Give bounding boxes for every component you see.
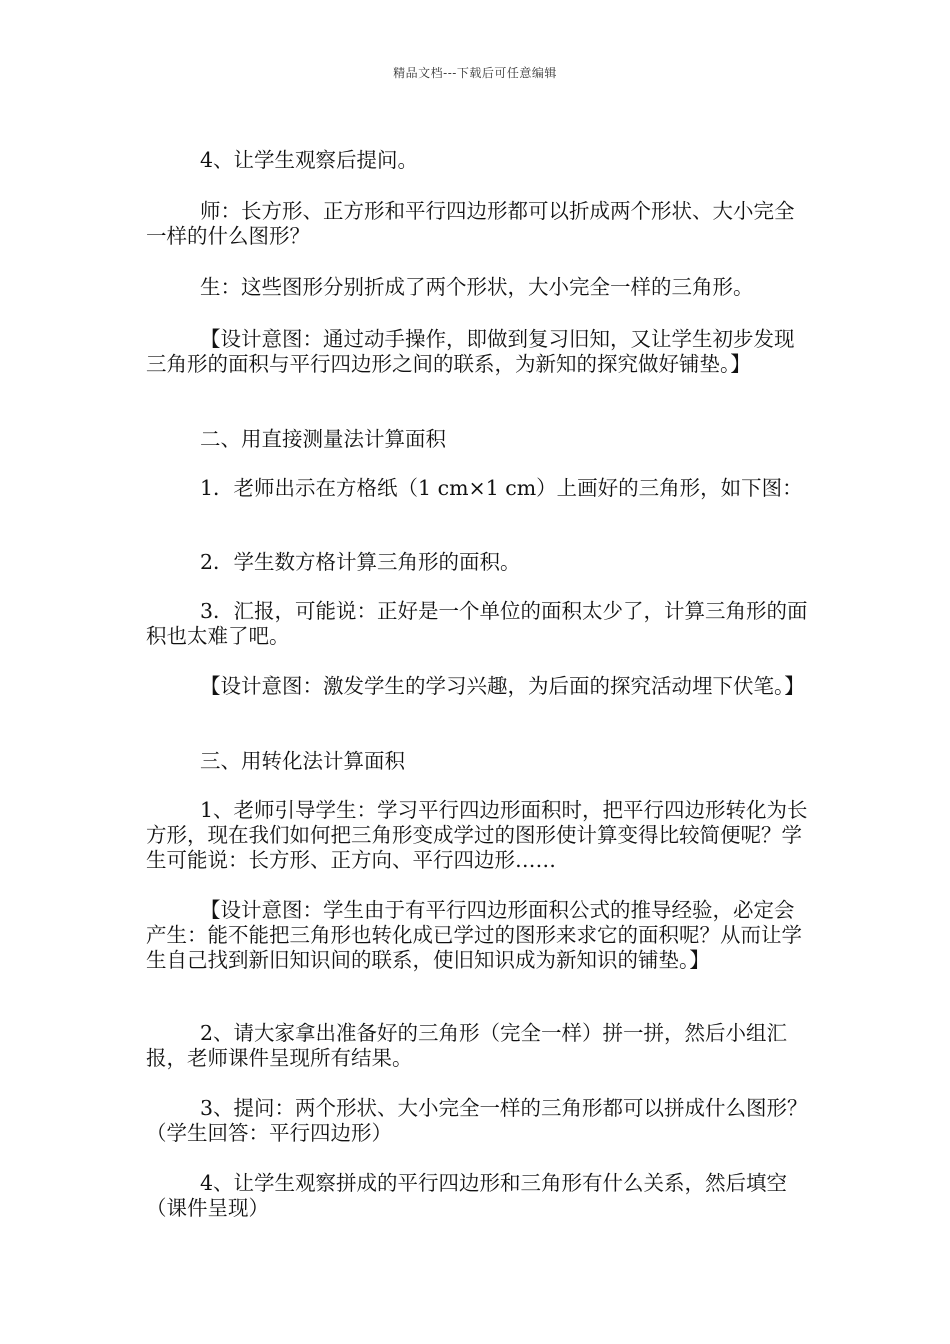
- paragraph-observe-question: 4、让学生观察后提问。: [200, 148, 419, 172]
- paragraph-group-activity: 2、请大家拿出准备好的三角形（完全一样）拼一拼，然后小组汇报，老师课件呈现所有结果。: [146, 1021, 788, 1070]
- section-heading-3: 三、用转化法计算面积: [200, 749, 405, 773]
- paragraph-teacher-guide: 1、老师引导学生：学习平行四边形面积时，把平行四边形转化为长方形，现在我们如何把三角形变成学过的图形使计算变得比较简便呢？学生可能说：长方形、正方向、平行四边形……: [146, 798, 808, 872]
- section-heading-2: 二、用直接测量法计算面积: [200, 427, 446, 451]
- paragraph-fill-blank: 4、让学生观察拼成的平行四边形和三角形有什么关系，然后填空（课件呈现）: [146, 1171, 788, 1220]
- paragraph-design-intent-1: 【设计意图：通过动手操作，即做到复习旧知，又让学生初步发现三角形的面积与平行四边形之间的联系，为新知的探究做好铺垫。】: [146, 327, 795, 376]
- paragraph-design-intent-3: 【设计意图：学生由于有平行四边形面积公式的推导经验，必定会产生：能不能把三角形也转化成已学过的图形来求它的面积呢？从而让学生自己找到新旧知识间的联系，使旧知识成为新知识的铺垫。】: [146, 898, 802, 972]
- paragraph-report: 3．汇报，可能说：正好是一个单位的面积太少了，计算三角形的面积也太难了吧。: [146, 599, 808, 648]
- paragraph-grid-paper: 1．老师出示在方格纸（1 cm×1 cm）上画好的三角形，如下图：: [200, 476, 803, 500]
- paragraph-design-intent-2: 【设计意图：激发学生的学习兴趣，为后面的探究活动埋下伏笔。】: [200, 674, 805, 698]
- page-header: 精品文档---下载后可任意编辑: [393, 66, 557, 80]
- paragraph-question-shapes: 3、提问：两个形状、大小完全一样的三角形都可以拼成什么图形？（学生回答：平行四边形）: [146, 1096, 808, 1145]
- paragraph-count-squares: 2．学生数方格计算三角形的面积。: [200, 550, 521, 574]
- paragraph-student-answer: 生：这些图形分别折成了两个形状，大小完全一样的三角形。: [200, 275, 754, 299]
- paragraph-teacher-question: 师：长方形、正方形和平行四边形都可以折成两个形状、大小完全一样的什么图形？: [146, 199, 795, 248]
